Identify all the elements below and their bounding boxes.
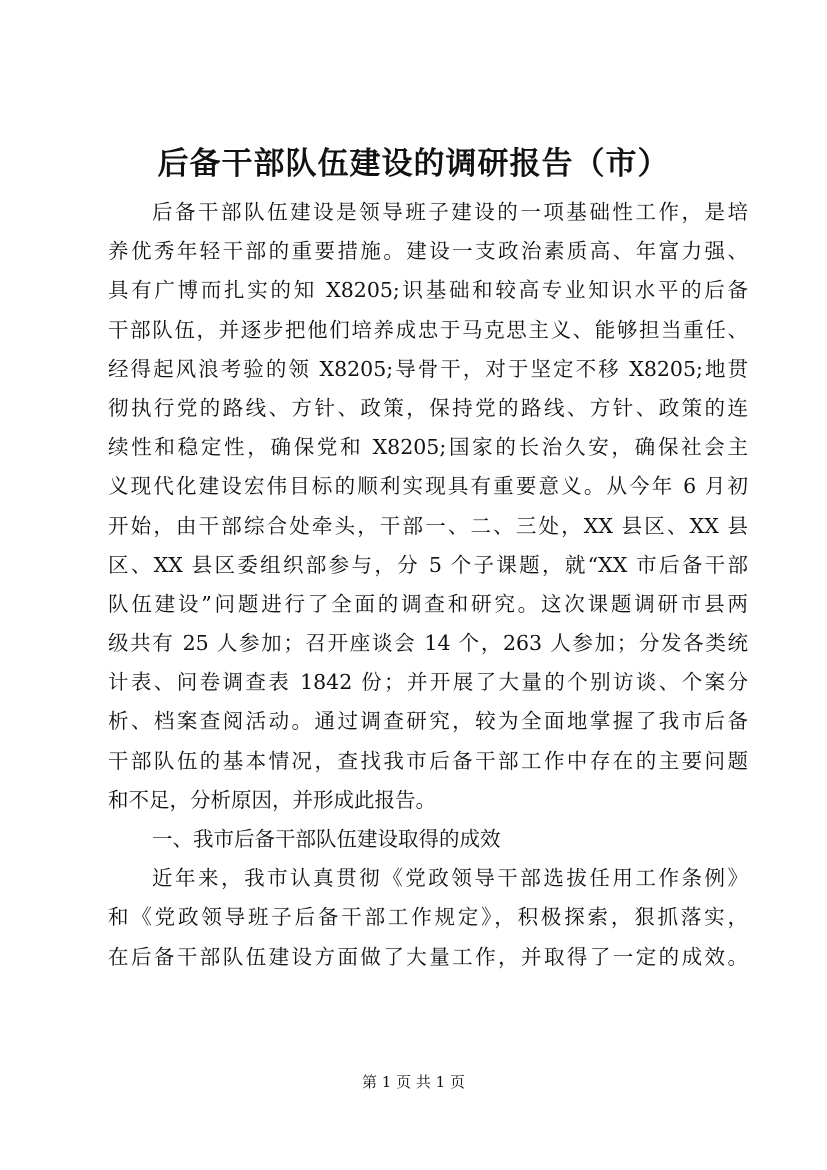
paragraph-line: 干部队伍，并逐步把他们培养成忠于马克思主义、能够担当重任、 (108, 317, 748, 342)
paragraph-line: 经得起风浪考验的领 X8205;导骨干，对于坚定不移 X8205;地贯 (108, 356, 748, 381)
page-number-footer: 第 1 页 共 1 页 (362, 1073, 465, 1091)
paragraph-line: 和不足，分析原因，并形成此报告。 (108, 787, 436, 812)
paragraph-line: 计表、问卷调查表 1842 份；并开展了大量的个别访谈、个案分 (108, 670, 748, 695)
paragraph-line: 后备干部队伍建设是领导班子建设的一项基础性工作，是培 (152, 200, 748, 224)
paragraph-line: 具有广博而扎实的知 X8205;识基础和较高专业知识水平的后备 (108, 278, 748, 303)
document-title: 后备干部队伍建设的调研报告（市） (157, 146, 670, 182)
paragraph-line: 和《党政领导班子后备干部工作规定》，积极探索，狠抓落实， (108, 905, 748, 930)
paragraph-line: 养优秀年轻干部的重要措施。建设一支政治素质高、年富力强、 (108, 239, 748, 264)
paragraph-line: 干部队伍的基本情况，查找我市后备干部工作中存在的主要问题 (108, 748, 748, 773)
paragraph-line: 区、XX 县区委组织部参与，分 5 个子课题，就“XX 市后备干部 (108, 552, 748, 577)
paragraph-line: 续性和稳定性，确保党和 X8205;国家的长治久安，确保社会主 (108, 435, 748, 460)
paragraph-line: 开始，由干部综合处牵头，干部一、二、三处，XX 县区、XX 县 (108, 513, 748, 538)
paragraph-line: 在后备干部队伍建设方面做了大量工作，并取得了一定的成效。 (108, 944, 748, 969)
paragraph-line: 队伍建设”问题进行了全面的调查和研究。这次课题调研市县两 (108, 591, 748, 616)
paragraph-line: 级共有 25 人参加；召开座谈会 14 个，263 人参加；分发各类统 (108, 631, 748, 656)
document-body (108, 193, 748, 977)
paragraph-line: 义现代化建设宏伟目标的顺利实现具有重要意义。从今年 6 月初 (108, 474, 748, 499)
paragraph-line: 析、档案查阅活动。通过调查研究，较为全面地掌握了我市后备 (108, 709, 748, 734)
section-heading: 一、我市后备干部队伍建设取得的成效 (152, 827, 501, 851)
paragraph-line: 近年来，我市认真贯彻《党政领导干部选拔任用工作条例》 (152, 866, 748, 891)
paragraph-line: 彻执行党的路线、方针、政策，保持党的路线、方针、政策的连 (108, 395, 748, 420)
